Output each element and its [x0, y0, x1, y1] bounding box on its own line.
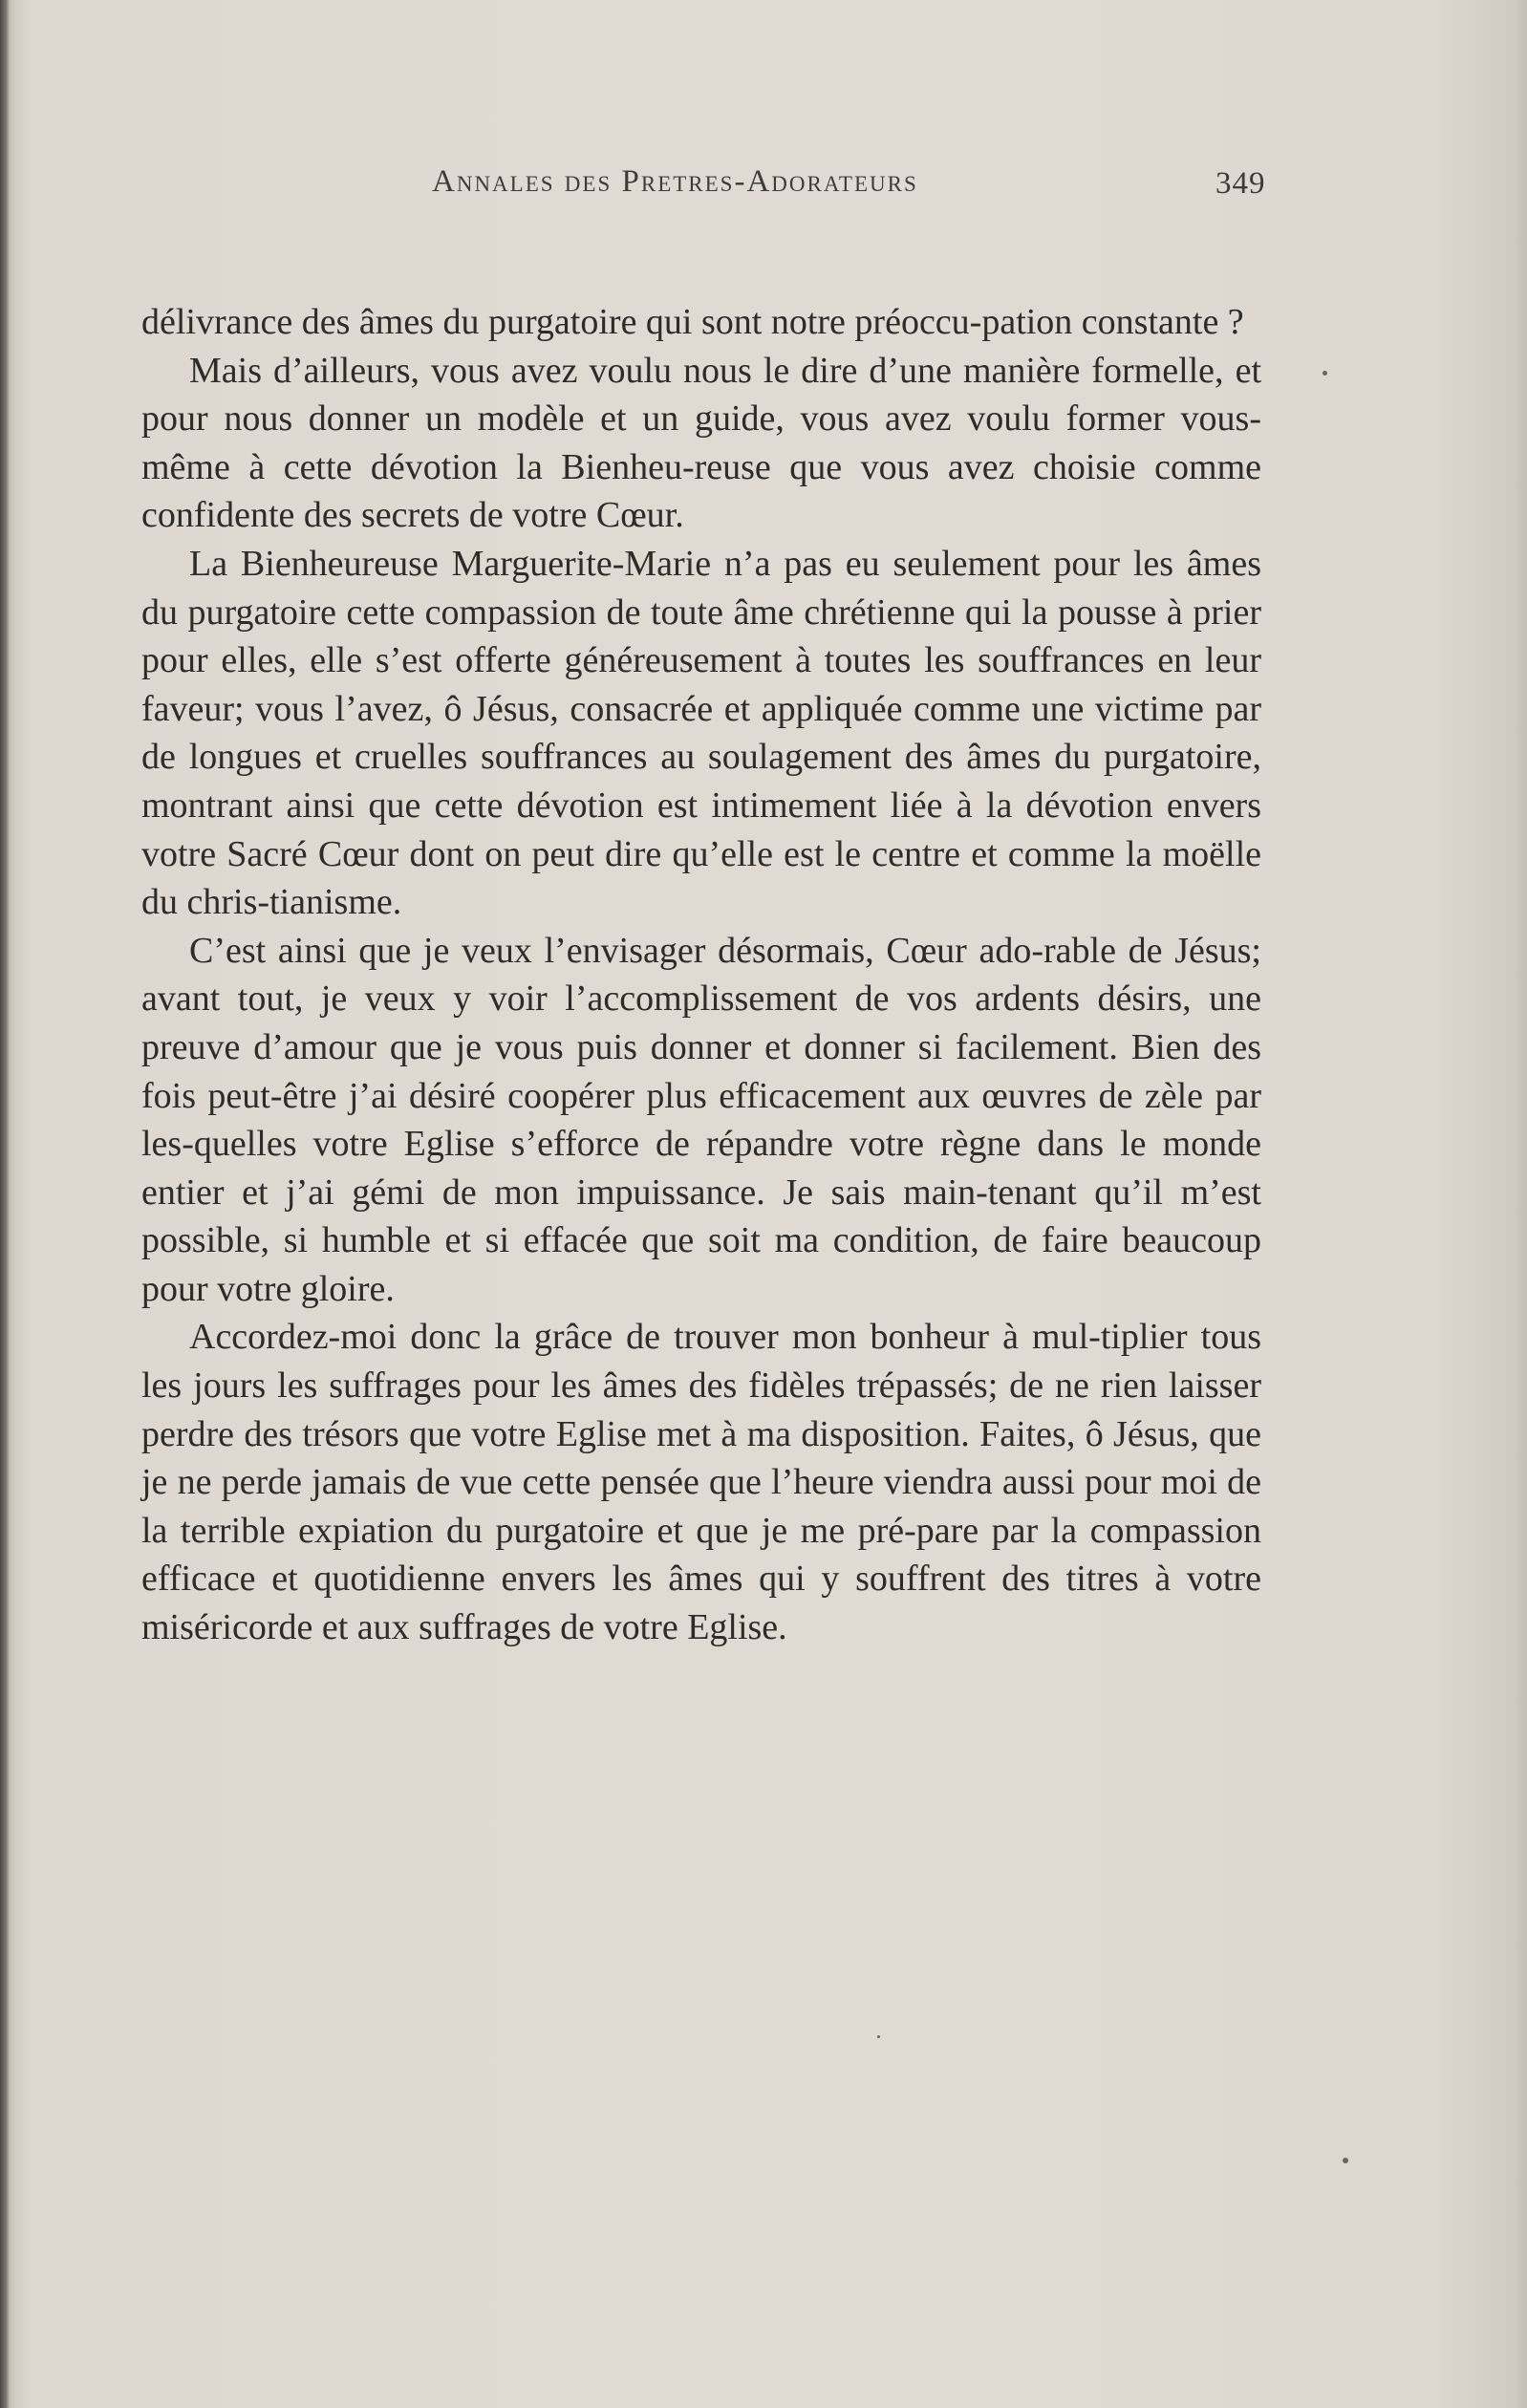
book-spine-shadow: [0, 0, 10, 2408]
page-number: 349: [1215, 166, 1266, 201]
paragraph-2: Mais d’ailleurs, vous avez voulu nous le dire d’une manière formelle, et pour nous donner un modèle et un guide, vous avez voulu former vous-même à cette dévotion la Bienheu-reuse que vous avez choisie comme confidente des secrets de votre Cœur.: [141, 350, 1261, 536]
paper-speck: [877, 2035, 880, 2038]
running-title: Annales des Pretres-Adorateurs: [432, 164, 918, 199]
paper-speck: [1323, 371, 1327, 376]
paragraph-1: délivrance des âmes du purgatoire qui sont notre préoccu-pation constante ?: [141, 302, 1244, 342]
paragraph-5: Accordez-moi donc la grâce de trouver mon bonheur à mul-tiplier tous les jours les suffrages pour les âmes des fidèles trépassés; de ne rien laisser perdre des trésors que votre Eglise met à ma disposition. Faites, ô Jésus, que je ne perde jamais de vue cette pensée que l’heure viendra aussi pour moi de la terrible expiation du purgatoire et que je me pré-pare par la compassion efficace et quotidienne envers les âmes qui y souffrent des titres à votre miséricorde et aux suffrages de votre Eglise.: [141, 1317, 1261, 1648]
body-text: [141, 298, 1261, 1652]
page-header: [0, 164, 1527, 212]
paragraph-3: La Bienheureuse Marguerite-Marie n’a pas eu seulement pour les âmes du purgatoire cette compassion de toute âme chrétienne qui la pousse à prier pour elles, elle s’est offerte généreusement à toutes les souffrances en leur faveur; vous l’avez, ô Jésus, consacrée et appliquée comme une victime par de longues et cruelles souffrances au soulagement des âmes du purgatoire, montrant ainsi que cette dévotion est intimement liée à la dévotion envers votre Sacré Cœur dont on peut dire qu’elle est le centre et comme la moëlle du chris-tianisme.: [141, 543, 1261, 923]
paper-speck: [1343, 2158, 1348, 2163]
paragraph-4: C’est ainsi que je veux l’envisager désormais, Cœur ado-rable de Jésus; avant tout, je veux y voir l’accomplissement de vos ardents désirs, une preuve d’amour que je vous puis donner et donner si facilement. Bien des fois peut-être j’ai désiré coopérer plus efficacement aux œuvres de zèle par les-quelles votre Eglise s’efforce de répandre votre règne dans le monde entier et j’ai gémi de mon impuissance. Je sais main-tenant qu’il m’est possible, si humble et si effacée que soit ma condition, de faire beaucoup pour votre gloire.: [141, 930, 1261, 1309]
